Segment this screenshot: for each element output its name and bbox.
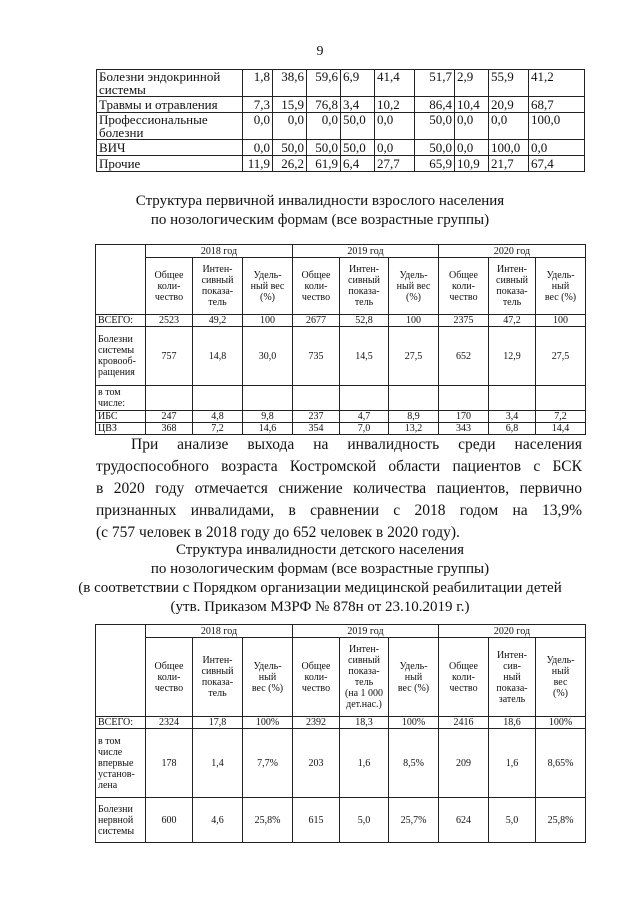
- cell-text-line: сивный: [201, 275, 234, 286]
- column-header: [489, 638, 536, 717]
- table-cell: 20,9: [489, 97, 529, 113]
- cell-text-line: ВИЧ: [99, 140, 126, 155]
- table-cell: [536, 386, 586, 411]
- cell-text-line: ный вес: [250, 280, 285, 292]
- table-cell: [243, 386, 293, 411]
- cell-text-line: чество: [301, 291, 331, 303]
- table-cell: 50,0: [273, 140, 307, 156]
- cell-text-line: Общее: [449, 269, 478, 281]
- cell-text-line: коли-: [304, 671, 328, 683]
- table-cell: 17,8: [193, 717, 243, 729]
- row-label: [96, 423, 146, 435]
- table-cell: 18,6: [489, 717, 536, 729]
- table-cell: 8,65%: [536, 729, 586, 798]
- table-cell: [489, 386, 536, 411]
- table-cell: 1,6: [489, 729, 536, 798]
- column-header: [293, 258, 340, 315]
- table-cell: 0,0: [455, 140, 489, 156]
- table-cell: 100: [243, 315, 293, 327]
- cell-text-line: в том: [98, 735, 121, 747]
- table-cell: 50,0: [415, 140, 455, 156]
- table-row: [96, 327, 586, 386]
- table-cell: 2375: [439, 315, 489, 327]
- table-cell: 170: [439, 411, 489, 423]
- child-disability-table: [95, 624, 586, 843]
- cell-text-line: Удель-: [399, 660, 428, 672]
- table-cell: 26,2: [273, 156, 307, 172]
- table-cell: 100%: [243, 717, 293, 729]
- table-cell: 68,7: [529, 97, 585, 113]
- column-header: [439, 258, 489, 315]
- row-label: [96, 798, 146, 843]
- cell-text-line: системы: [99, 82, 146, 97]
- cell-text-line: вес (%): [251, 682, 284, 694]
- table-cell: 14,5: [340, 327, 389, 386]
- cell-text-line: сивный: [348, 655, 380, 666]
- paragraph-line: трудоспособного возраста Костромской области пациентов с БСК: [96, 458, 582, 475]
- cell-text-line: сивный: [496, 275, 528, 286]
- table-cell: 2416: [439, 717, 489, 729]
- table-cell: 12,9: [489, 327, 536, 386]
- heading-line: Структура первичной инвалидности взрослого населения: [135, 193, 505, 209]
- table-cell: 368: [146, 423, 193, 435]
- cell-text-line: кровооб-: [98, 356, 136, 367]
- heading-line: по нозологическим формам (все возрастные группы): [150, 561, 490, 577]
- table-cell: 100: [536, 315, 586, 327]
- adult-disability-heading: [0, 192, 640, 230]
- row-label: [97, 140, 243, 156]
- table-cell: 9,8: [243, 411, 293, 423]
- cell-text-line: Общее: [449, 660, 478, 672]
- table-cell: 652: [439, 327, 489, 386]
- table-cell: 0,0: [529, 140, 585, 156]
- cell-text-line: болезни: [99, 125, 144, 140]
- cell-text-line: Прочие: [99, 156, 141, 171]
- table-cell: 7,7%: [243, 729, 293, 798]
- subheader-row: [96, 638, 586, 717]
- table-cell: 1,4: [193, 729, 243, 798]
- cell-text-line: Интен-: [496, 649, 528, 661]
- cell-text-line: показа-: [348, 666, 380, 677]
- cell-text-line: показа-: [201, 286, 234, 297]
- table-cell: 6,9: [341, 70, 375, 97]
- heading-line: (в соответствии с Порядком организации медицинской реабилитации детей: [78, 580, 562, 596]
- table-cell: 25,8%: [243, 798, 293, 843]
- table-cell: [293, 386, 340, 411]
- table-row: [96, 717, 586, 729]
- table-row: [96, 423, 586, 435]
- cell-text-line: тель: [208, 688, 227, 699]
- heading-line: по нозологическим формам (все возрастные группы): [150, 212, 490, 228]
- cell-text-line: Удель-: [253, 269, 282, 281]
- table-cell: 52,8: [340, 315, 389, 327]
- disability-table-continued: [96, 69, 585, 172]
- column-header: [439, 638, 489, 717]
- table-cell: 14,4: [536, 423, 586, 435]
- cell-text-line: Болезни: [98, 334, 133, 345]
- table-cell: 76,8: [307, 97, 341, 113]
- table-cell: 5,0: [489, 798, 536, 843]
- table-cell: 51,7: [415, 70, 455, 97]
- year-header-row: [96, 625, 586, 638]
- cell-text-line: сив-: [503, 660, 521, 672]
- cell-text-line: Общее: [301, 269, 331, 281]
- cell-text-line: показа-: [201, 677, 234, 688]
- row-label: [97, 97, 243, 113]
- table-cell: 30,0: [243, 327, 293, 386]
- cell-text-line: вес (%): [397, 682, 430, 694]
- cell-text-line: ный: [258, 671, 277, 683]
- page-number: 9: [316, 44, 324, 59]
- cell-text-line: нервной: [98, 814, 134, 826]
- cell-text-line: в том: [98, 387, 121, 398]
- table-cell: 2,9: [455, 70, 489, 97]
- table-cell: 0,0: [375, 140, 415, 156]
- column-header: [243, 638, 293, 717]
- table-cell: 25,8%: [536, 798, 586, 843]
- table-cell: 2523: [146, 315, 193, 327]
- table-cell: [193, 386, 243, 411]
- cell-text-line: ный: [404, 671, 423, 683]
- row-label: [97, 113, 243, 140]
- table-cell: 237: [293, 411, 340, 423]
- table-cell: 6,8: [489, 423, 536, 435]
- year-header-row: [96, 245, 586, 258]
- cell-text-line: впервые: [98, 757, 134, 769]
- cell-text-line: чество: [154, 682, 184, 694]
- row-label: [96, 386, 146, 411]
- cell-text-line: показа-: [496, 682, 528, 694]
- cell-text-line: коли-: [452, 671, 475, 683]
- cell-text-line: установ-: [98, 768, 135, 780]
- table-cell: 757: [146, 327, 193, 386]
- child-disability-heading: [0, 541, 640, 617]
- cell-text-line: сивный: [348, 275, 380, 286]
- cell-text-line: показа-: [496, 286, 528, 297]
- table-cell: [389, 386, 439, 411]
- table-cell: 7,2: [193, 423, 243, 435]
- table-cell: 2324: [146, 717, 193, 729]
- cell-text-line: вес (%): [544, 291, 577, 303]
- table-cell: 50,0: [341, 140, 375, 156]
- cell-text-line: ВСЕГО:: [98, 315, 133, 326]
- table-cell: 6,4: [341, 156, 375, 172]
- heading-line: (утв. Приказом МЗРФ № 878н от 23.10.2019 г.): [170, 599, 470, 615]
- adult-disability-table: [95, 244, 586, 435]
- column-header: [536, 258, 586, 315]
- table-cell: 49,2: [193, 315, 243, 327]
- table-cell: 100%: [536, 717, 586, 729]
- cell-text-line: системы: [98, 345, 135, 356]
- table-cell: 203: [293, 729, 340, 798]
- cell-text-line: Травмы и отравления: [99, 97, 218, 112]
- cell-text-line: ращения: [98, 367, 135, 378]
- cell-text-line: ВСЕГО:: [98, 717, 133, 728]
- column-header: [193, 258, 243, 315]
- paragraph-line: При анализе выхода на инвалидность среди населения: [131, 436, 582, 453]
- cell-text-line: Общее: [154, 660, 184, 672]
- column-header: [243, 258, 293, 315]
- cell-text-line: (на 1 000: [344, 688, 384, 699]
- table-cell: 10,9: [455, 156, 489, 172]
- cell-text-line: Интен-: [496, 264, 528, 275]
- year-header: 2019 год: [293, 625, 439, 638]
- cell-text-line: Общее: [301, 660, 331, 672]
- table-cell: 41,4: [375, 70, 415, 97]
- table-cell: 735: [293, 327, 340, 386]
- table-cell: 0,0: [375, 113, 415, 140]
- table-cell: 600: [146, 798, 193, 843]
- column-header: [489, 258, 536, 315]
- cell-text-line: Интен-: [348, 644, 380, 655]
- table-cell: 14,8: [193, 327, 243, 386]
- cell-text-line: Общее: [154, 269, 184, 281]
- cell-text-line: Болезни: [98, 803, 133, 815]
- year-header: 2020 год: [439, 625, 586, 638]
- table-cell: 4,8: [193, 411, 243, 423]
- table-cell: 100,0: [489, 140, 529, 156]
- cell-text-line: числе:: [98, 398, 126, 409]
- cell-text-line: ный: [503, 671, 521, 683]
- table-cell: 10,4: [455, 97, 489, 113]
- year-header: 2018 год: [146, 625, 293, 638]
- table-cell: 0,0: [243, 113, 273, 140]
- table-cell: 8,5%: [389, 729, 439, 798]
- table-cell: 209: [439, 729, 489, 798]
- cell-text-line: чество: [301, 682, 331, 694]
- cell-text-line: Удель-: [253, 660, 282, 672]
- cell-text-line: показа-: [348, 286, 380, 297]
- table-cell: 10,2: [375, 97, 415, 113]
- row-label: [97, 156, 243, 172]
- table-row: [97, 156, 585, 172]
- table-cell: 100,0: [529, 113, 585, 140]
- cell-text-line: системы: [98, 825, 135, 837]
- table-cell: 100%: [389, 717, 439, 729]
- table-cell: 18,3: [340, 717, 389, 729]
- year-header: 2020 год: [439, 245, 586, 258]
- analysis-paragraph: [96, 434, 582, 544]
- table-cell: 27,5: [389, 327, 439, 386]
- cell-text-line: затель: [498, 693, 526, 705]
- cell-text-line: (%): [260, 291, 275, 303]
- table-row: [96, 386, 586, 411]
- table-cell: 2677: [293, 315, 340, 327]
- cell-text-line: чество: [154, 291, 184, 303]
- table-cell: 343: [439, 423, 489, 435]
- table-cell: 247: [146, 411, 193, 423]
- table-cell: 59,6: [307, 70, 341, 97]
- table-cell: 14,6: [243, 423, 293, 435]
- cell-text-line: чество: [449, 291, 478, 303]
- table-cell: 55,9: [489, 70, 529, 97]
- table-cell: 7,0: [340, 423, 389, 435]
- corner-cell: [96, 245, 146, 315]
- table-cell: 67,4: [529, 156, 585, 172]
- cell-text-line: коли-: [304, 280, 328, 292]
- table-cell: [439, 386, 489, 411]
- column-header: [340, 638, 389, 717]
- column-header: [340, 258, 389, 315]
- cell-text-line: дет.нас.): [346, 699, 382, 710]
- cell-text-line: Профессиональные: [99, 112, 208, 127]
- table-cell: 27,5: [536, 327, 586, 386]
- column-header: [146, 258, 193, 315]
- table-cell: 8,9: [389, 411, 439, 423]
- table-cell: 2392: [293, 717, 340, 729]
- cell-text-line: Удель-: [546, 655, 575, 666]
- table-cell: 65,9: [415, 156, 455, 172]
- table-cell: 3,4: [489, 411, 536, 423]
- cell-text-line: тель: [354, 297, 374, 308]
- cell-text-line: коли-: [157, 280, 181, 292]
- cell-text-line: ЦВЗ: [98, 423, 117, 434]
- table-row: [97, 113, 585, 140]
- column-header: [293, 638, 340, 717]
- table-cell: 13,2: [389, 423, 439, 435]
- table-row: [97, 70, 585, 97]
- cell-text-line: ИБС: [98, 411, 118, 422]
- table-cell: 3,4: [341, 97, 375, 113]
- row-label: [96, 315, 146, 327]
- cell-text-line: числе: [98, 746, 123, 758]
- row-label: [96, 327, 146, 386]
- cell-text-line: вес: [553, 677, 568, 688]
- table-row: [96, 315, 586, 327]
- table-cell: 178: [146, 729, 193, 798]
- cell-text-line: Интен-: [202, 264, 233, 275]
- cell-text-line: (%): [553, 688, 568, 699]
- column-header: [536, 638, 586, 717]
- cell-text-line: коли-: [157, 671, 181, 683]
- row-label: [97, 70, 243, 97]
- table-cell: [146, 386, 193, 411]
- cell-text-line: (%): [406, 291, 421, 303]
- table-row: [96, 411, 586, 423]
- subheader-row: [96, 258, 586, 315]
- table-cell: 86,4: [415, 97, 455, 113]
- table-cell: 0,0: [307, 113, 341, 140]
- row-label: [96, 729, 146, 798]
- table-cell: 50,0: [415, 113, 455, 140]
- cell-text-line: тель: [502, 297, 522, 308]
- cell-text-line: Интен-: [348, 264, 380, 275]
- row-label: [96, 717, 146, 729]
- paragraph-line: (с 757 человек в 2018 году до 652 человек в 2020 году).: [96, 524, 460, 541]
- corner-cell: [96, 625, 146, 717]
- table-cell: 0,0: [455, 113, 489, 140]
- table-cell: 41,2: [529, 70, 585, 97]
- cell-text-line: тель: [354, 677, 374, 688]
- row-label: [96, 411, 146, 423]
- table-cell: 38,6: [273, 70, 307, 97]
- table-cell: 0,0: [243, 140, 273, 156]
- table-cell: 5,0: [340, 798, 389, 843]
- cell-text-line: лена: [98, 779, 118, 791]
- table-cell: 50,0: [307, 140, 341, 156]
- cell-text-line: чество: [449, 682, 478, 694]
- table-cell: 624: [439, 798, 489, 843]
- table-cell: 0,0: [489, 113, 529, 140]
- cell-text-line: ный: [551, 280, 570, 292]
- cell-text-line: Удель-: [546, 269, 575, 281]
- year-header: 2018 год: [146, 245, 293, 258]
- heading-line: Структура инвалидности детского населения: [176, 542, 464, 558]
- cell-text-line: Удель-: [399, 269, 428, 281]
- paragraph-line: признанных инвалидами, в сравнении с 2018 годом на 13,9%: [96, 502, 582, 519]
- table-cell: 15,9: [273, 97, 307, 113]
- column-header: [146, 638, 193, 717]
- column-header: [389, 258, 439, 315]
- cell-text-line: ный: [551, 666, 570, 677]
- table-cell: 50,0: [341, 113, 375, 140]
- column-header: [389, 638, 439, 717]
- cell-text-line: сивный: [201, 666, 234, 677]
- cell-text-line: Болезни эндокринной: [99, 69, 221, 84]
- table-cell: 4,7: [340, 411, 389, 423]
- table-cell: 27,7: [375, 156, 415, 172]
- table-cell: 0,0: [273, 113, 307, 140]
- table-cell: 47,2: [489, 315, 536, 327]
- table-row: [96, 729, 586, 798]
- paragraph-line: в 2020 году отмечается снижение количества пациентов, первично: [96, 480, 582, 497]
- table-cell: 61,9: [307, 156, 341, 172]
- table-cell: 354: [293, 423, 340, 435]
- column-header: [193, 638, 243, 717]
- year-header: 2019 год: [293, 245, 439, 258]
- table-cell: 1,6: [340, 729, 389, 798]
- table-cell: 615: [293, 798, 340, 843]
- table-cell: [340, 386, 389, 411]
- table-cell: 11,9: [243, 156, 273, 172]
- table-cell: 25,7%: [389, 798, 439, 843]
- cell-text-line: Интен-: [202, 655, 233, 666]
- table-cell: 1,8: [243, 70, 273, 97]
- table-cell: 100: [389, 315, 439, 327]
- table-row: [96, 798, 586, 843]
- cell-text-line: ный вес: [396, 280, 431, 292]
- table-cell: 4,6: [193, 798, 243, 843]
- table-cell: 7,3: [243, 97, 273, 113]
- table-cell: 21,7: [489, 156, 529, 172]
- table-cell: 7,2: [536, 411, 586, 423]
- cell-text-line: коли-: [452, 280, 475, 292]
- cell-text-line: тель: [208, 297, 227, 308]
- table-row: [97, 140, 585, 156]
- table-row: [97, 97, 585, 113]
